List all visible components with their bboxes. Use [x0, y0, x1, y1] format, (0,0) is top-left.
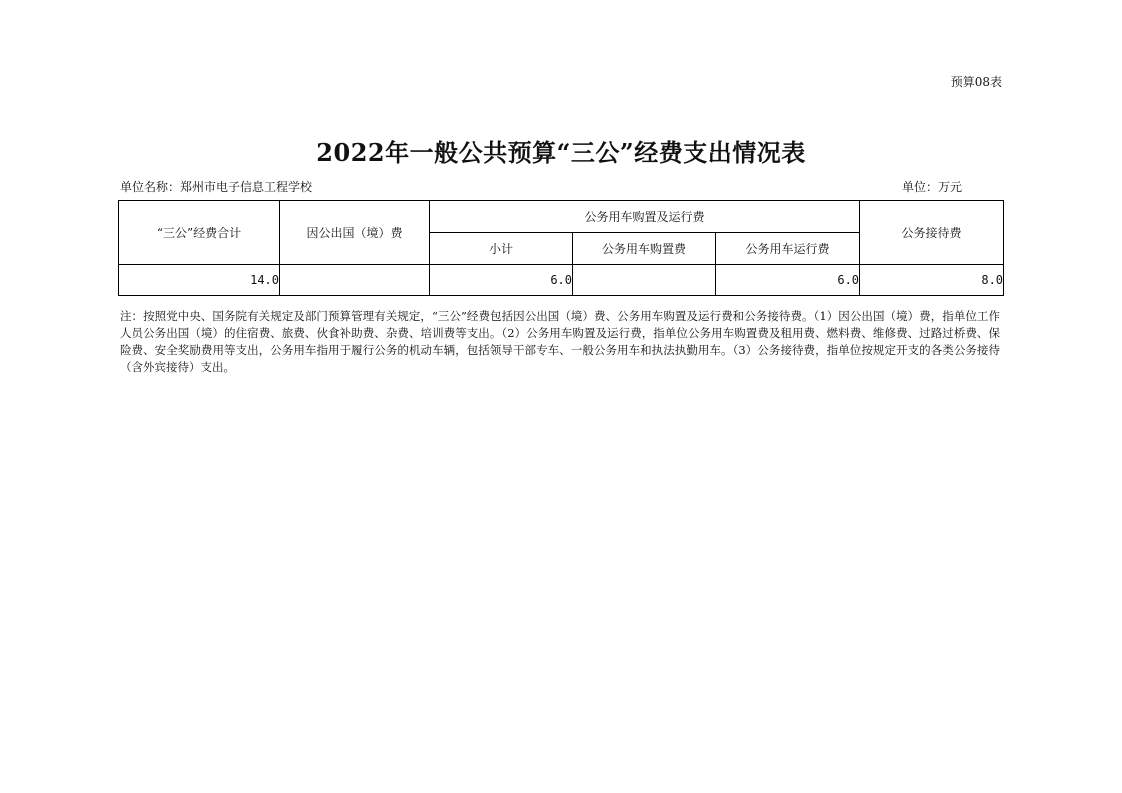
cell-total: 14.0: [119, 265, 280, 296]
unit-label: 单位：万元: [901, 180, 962, 194]
table-row: [119, 265, 1004, 296]
col-header-abroad: 因公出国（境）费: [280, 201, 430, 265]
col-header-vehicle-operation: 公务用车运行费: [716, 233, 860, 265]
cell-abroad: [280, 265, 430, 296]
cell-subtotal: 6.0: [430, 265, 573, 296]
budget-table: [118, 200, 1004, 296]
col-header-subtotal: 小计: [430, 233, 573, 265]
col-header-vehicle-purchase: 公务用车购置费: [573, 233, 716, 265]
meta-row: [120, 178, 962, 195]
form-code: 预算08表: [950, 75, 1002, 89]
col-header-reception: 公务接待费: [860, 201, 1004, 265]
col-header-vehicle-group: 公务用车购置及运行费: [430, 201, 860, 233]
cell-reception: 8.0: [860, 265, 1004, 296]
cell-vehicle-operation: 6.0: [716, 265, 860, 296]
unit-name-label: 单位名称：郑州市电子信息工程学校: [120, 180, 313, 194]
page-title: 2022年一般公共预算“三公”经费支出情况表: [316, 138, 806, 167]
footnote: 注：按照党中央、国务院有关规定及部门预算管理有关规定，“三公”经费包括因公出国（境）费、公务用车购置及运行费和公务接待费。（1）因公出国（境）费，指单位工作人员公务出国（境）的住宿费、旅费、伙食补助费、杂费、培训费等支出。（2）公务用车购置及运行费，指单位公务用车购置费及租用费、燃料费、维修费、过路过桥费、保险费、安全奖励费用等支出，公务用车指用于履行公务的机动车辆，包括领导干部专车、一般公务用车和执法执勤用车。（3）公务接待费，指单位按规定开支的各类公务接待（含外宾接待）支出。: [120, 309, 1000, 374]
col-header-total: “三公”经费合计: [119, 201, 280, 265]
header-row: [119, 201, 1004, 233]
cell-vehicle-purchase: [573, 265, 716, 296]
